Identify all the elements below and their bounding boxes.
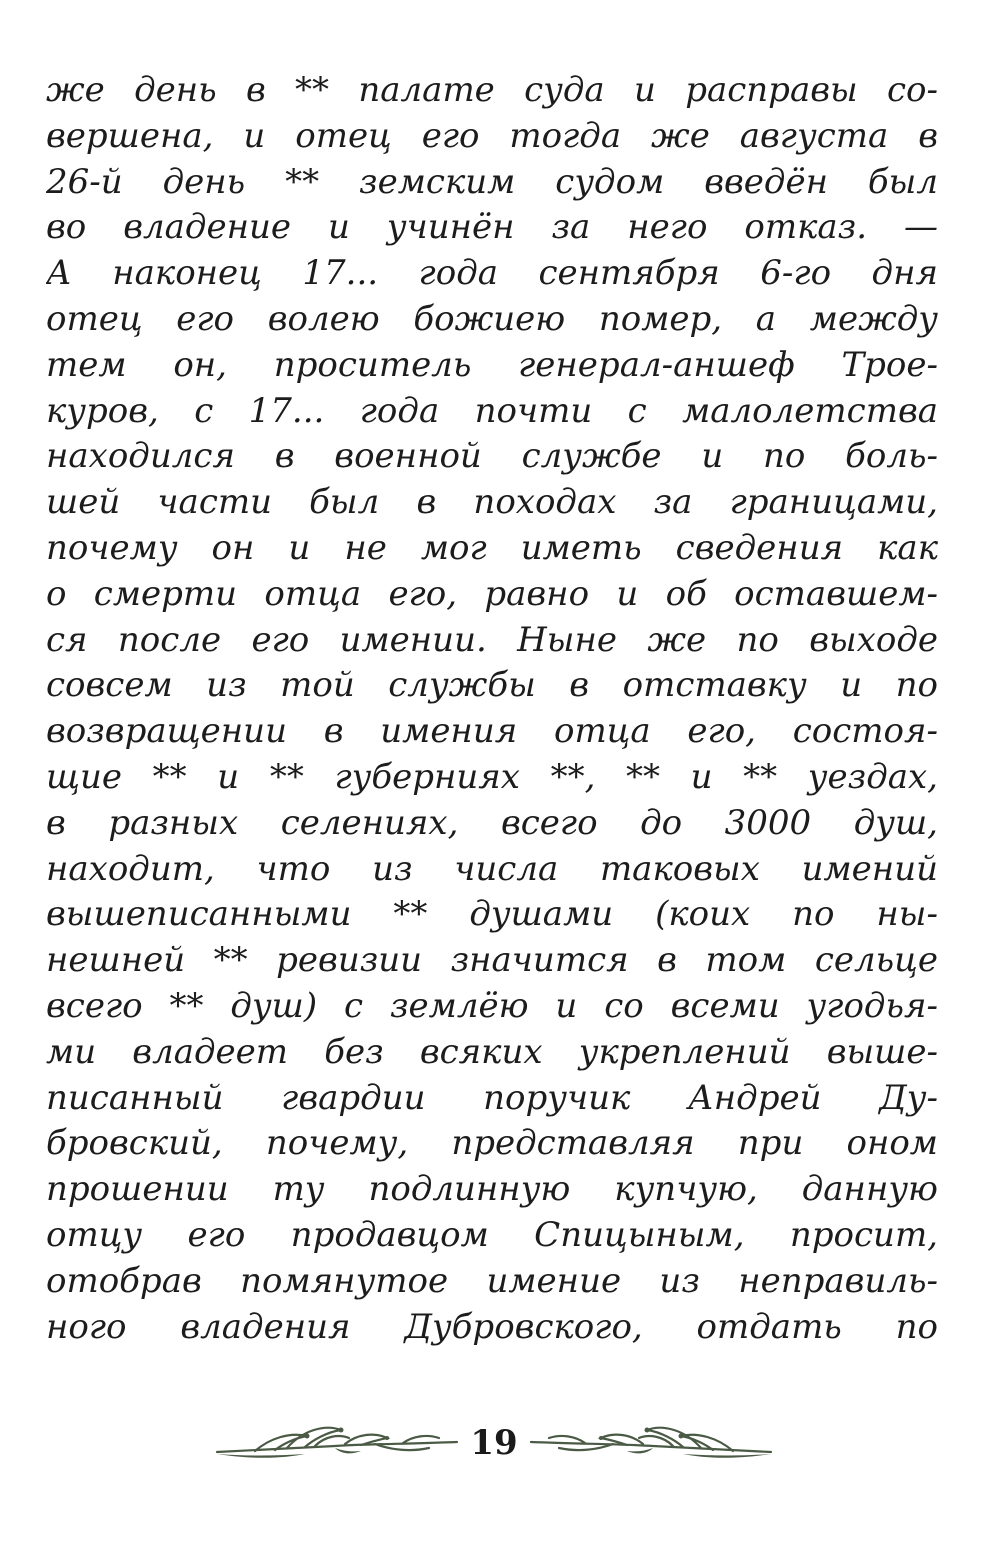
text-line: тем он, проситель генерал-аншеф Трое- [46,344,938,385]
text-line: бровский, почему, представляя при оном [46,1123,938,1164]
text-line: всего ** душ) с землёю и со всеми угодья- [46,985,938,1026]
text-line: находит, что из числа таковых имений [46,848,938,889]
floral-vine-ornament-right-icon [528,1418,773,1468]
text-line: в разных селениях, всего до 3000 душ, [46,802,938,843]
body-text [46,68,938,1350]
page-number: 19 [470,1423,518,1463]
text-line: нешней ** ревизии значится в том сельце [46,940,938,981]
text-line: ного владения Дубровского, отдать по [46,1306,938,1347]
text-line: щие ** и ** губерниях **, ** и ** уездах, [46,756,938,797]
text-line: отец его волею божиею помер, а между [46,298,938,339]
text-line: отцу его продавцом Спицыным, просит, [46,1214,938,1255]
floral-vine-ornament-left-icon [215,1418,460,1468]
text-line: во владение и учинён за него отказ. — [46,207,938,248]
text-line: прошении ту подлинную купчую, данную [46,1169,938,1210]
text-line: совсем из той службы в отставку и по [46,665,938,706]
text-line: писанный гвардии поручик Андрей Ду- [46,1077,938,1118]
page-footer [0,1418,1000,1468]
text-line: о смерти отца его, равно и об оставшем- [46,573,938,614]
text-line: же день в ** палате суда и расправы со- [46,70,938,110]
text-line: возвращении в имения отца его, состоя- [46,711,938,752]
text-line: вершена, и отец его тогда же августа в [46,115,938,156]
text-line: А наконец 17... года сентября 6-го дня [46,253,938,294]
text-line: отобрав помянутое имение из неправиль- [46,1260,938,1301]
text-line: 26-й день ** земским судом введён был [46,161,938,202]
text-line: почему он и не мог иметь сведения как [46,527,938,568]
text-line: ся после его имении. Ныне же по выходе [46,619,938,660]
text-line: шей части был в походах за границами, [46,482,938,523]
text-line: находился в военной службе и по боль- [46,436,938,477]
text-line: вышеписанными ** душами (коих по ны- [46,894,938,935]
text-line: ми владеет без всяких укреплений выше- [46,1031,938,1072]
text-line: куров, с 17... года почти с малолетства [46,390,938,431]
